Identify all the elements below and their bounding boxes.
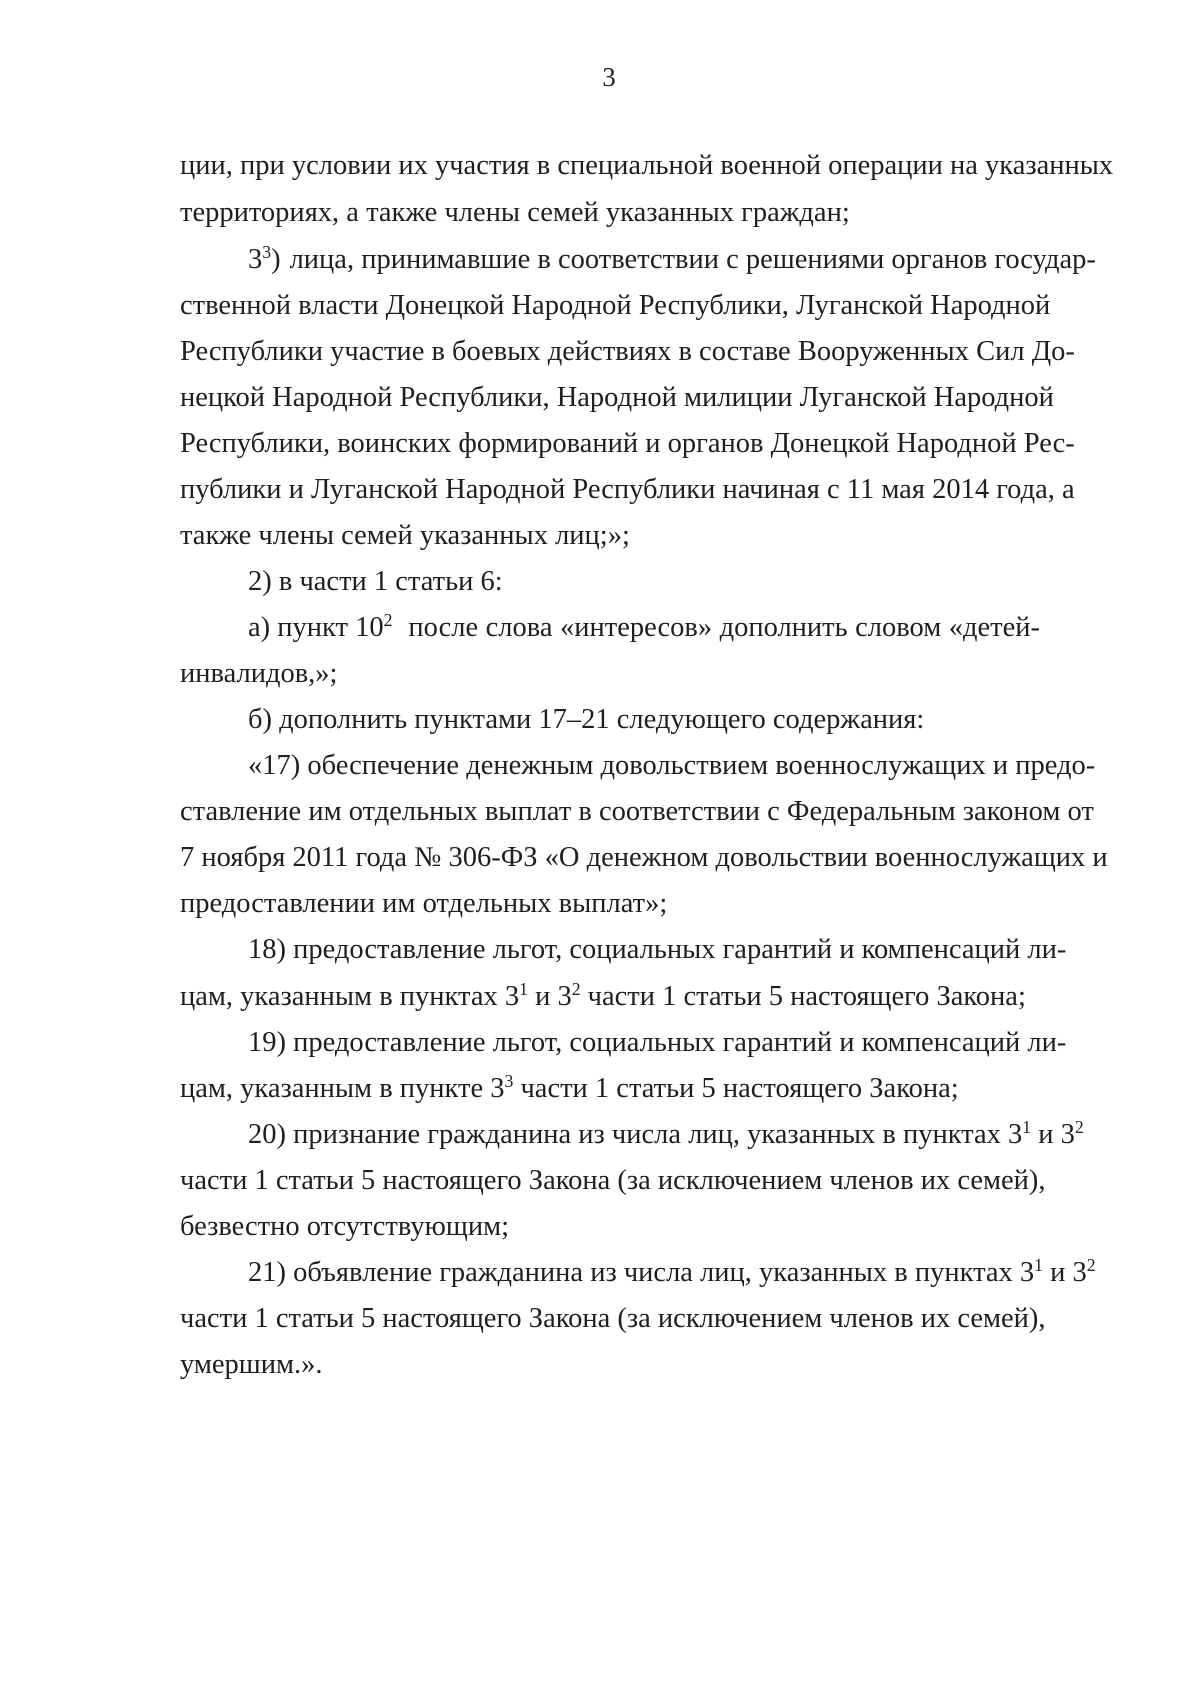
text-line: «17) обеспечение денежным довольствием военнослужащих и предо-: [248, 750, 1096, 781]
text-line: 18) предоставление льгот, социальных гарантий и компенсаций ли-: [248, 934, 1067, 965]
text-line: ставление им отдельных выплат в соответствии с Федеральным законом от: [180, 796, 1094, 827]
text-line: а) пункт $10^2$ после слова «интересов» дополнить словом «детей-: [248, 610, 1040, 643]
item-number: $3^3$): [248, 242, 281, 275]
text-line: нецкой Народной Республики, Народной милиции Луганской Народной: [180, 382, 1054, 413]
text-line: территориях, а также члены семей указанных граждан;: [180, 197, 850, 228]
text-line: Республики, воинских формирований и органов Донецкой Народной Рес-: [180, 428, 1075, 459]
text-line: ственной власти Донецкой Народной Республики, Луганской Народной: [180, 290, 1051, 321]
text-line: предоставлении им отдельных выплат»;: [180, 888, 668, 919]
text-line: безвестно отсутствующим;: [180, 1211, 510, 1242]
text-line: части 1 статьи 5 настоящего Закона (за исключением членов их семей),: [180, 1303, 1046, 1334]
text-line: также члены семей указанных лиц;»;: [180, 520, 630, 551]
item-prefix: а) пункт $10^2$: [248, 610, 393, 643]
text-line: цам, указанным в пункте $3^3$ части 1 статьи 5 настоящего Закона;: [180, 1071, 959, 1104]
text-line: умершим.».: [180, 1349, 323, 1380]
text-line: части 1 статьи 5 настоящего Закона (за исключением членов их семей),: [180, 1165, 1046, 1196]
text-line: Республики участие в боевых действиях в составе Вооруженных Сил До-: [180, 336, 1075, 367]
text-line: 20) признание гражданина из числа лиц, указанных в пунктах $3^1$ и $3^2$: [248, 1117, 1084, 1150]
text-line: 19) предоставление льгот, социальных гарантий и компенсаций ли-: [248, 1027, 1067, 1058]
text-line: инвалидов,»;: [180, 658, 338, 689]
text-line: ции, при условии их участия в специальной военной операции на указанных: [180, 150, 1114, 181]
text-line: цам, указанным в пунктах $3^1$ и $3^2$ части 1 статьи 5 настоящего Закона;: [180, 979, 1026, 1012]
text-line: б) дополнить пунктами 17–21 следующего содержания:: [248, 704, 925, 735]
text-line: 21) объявление гражданина из числа лиц, указанных в пунктах $3^1$ и $3^2$: [248, 1255, 1096, 1288]
text-line: 7 ноября 2011 года № 306-ФЗ «О денежном довольствии военнослужащих и: [180, 842, 1108, 873]
text-line: $3^3$) лица, принимавшие в соответствии с решениями органов государ-: [248, 242, 1096, 275]
page-number: 3: [602, 62, 616, 92]
text-line: 2) в части 1 статьи 6:: [248, 566, 503, 597]
text-line: публики и Луганской Народной Республики начиная с 11 мая 2014 года, а: [180, 474, 1075, 505]
